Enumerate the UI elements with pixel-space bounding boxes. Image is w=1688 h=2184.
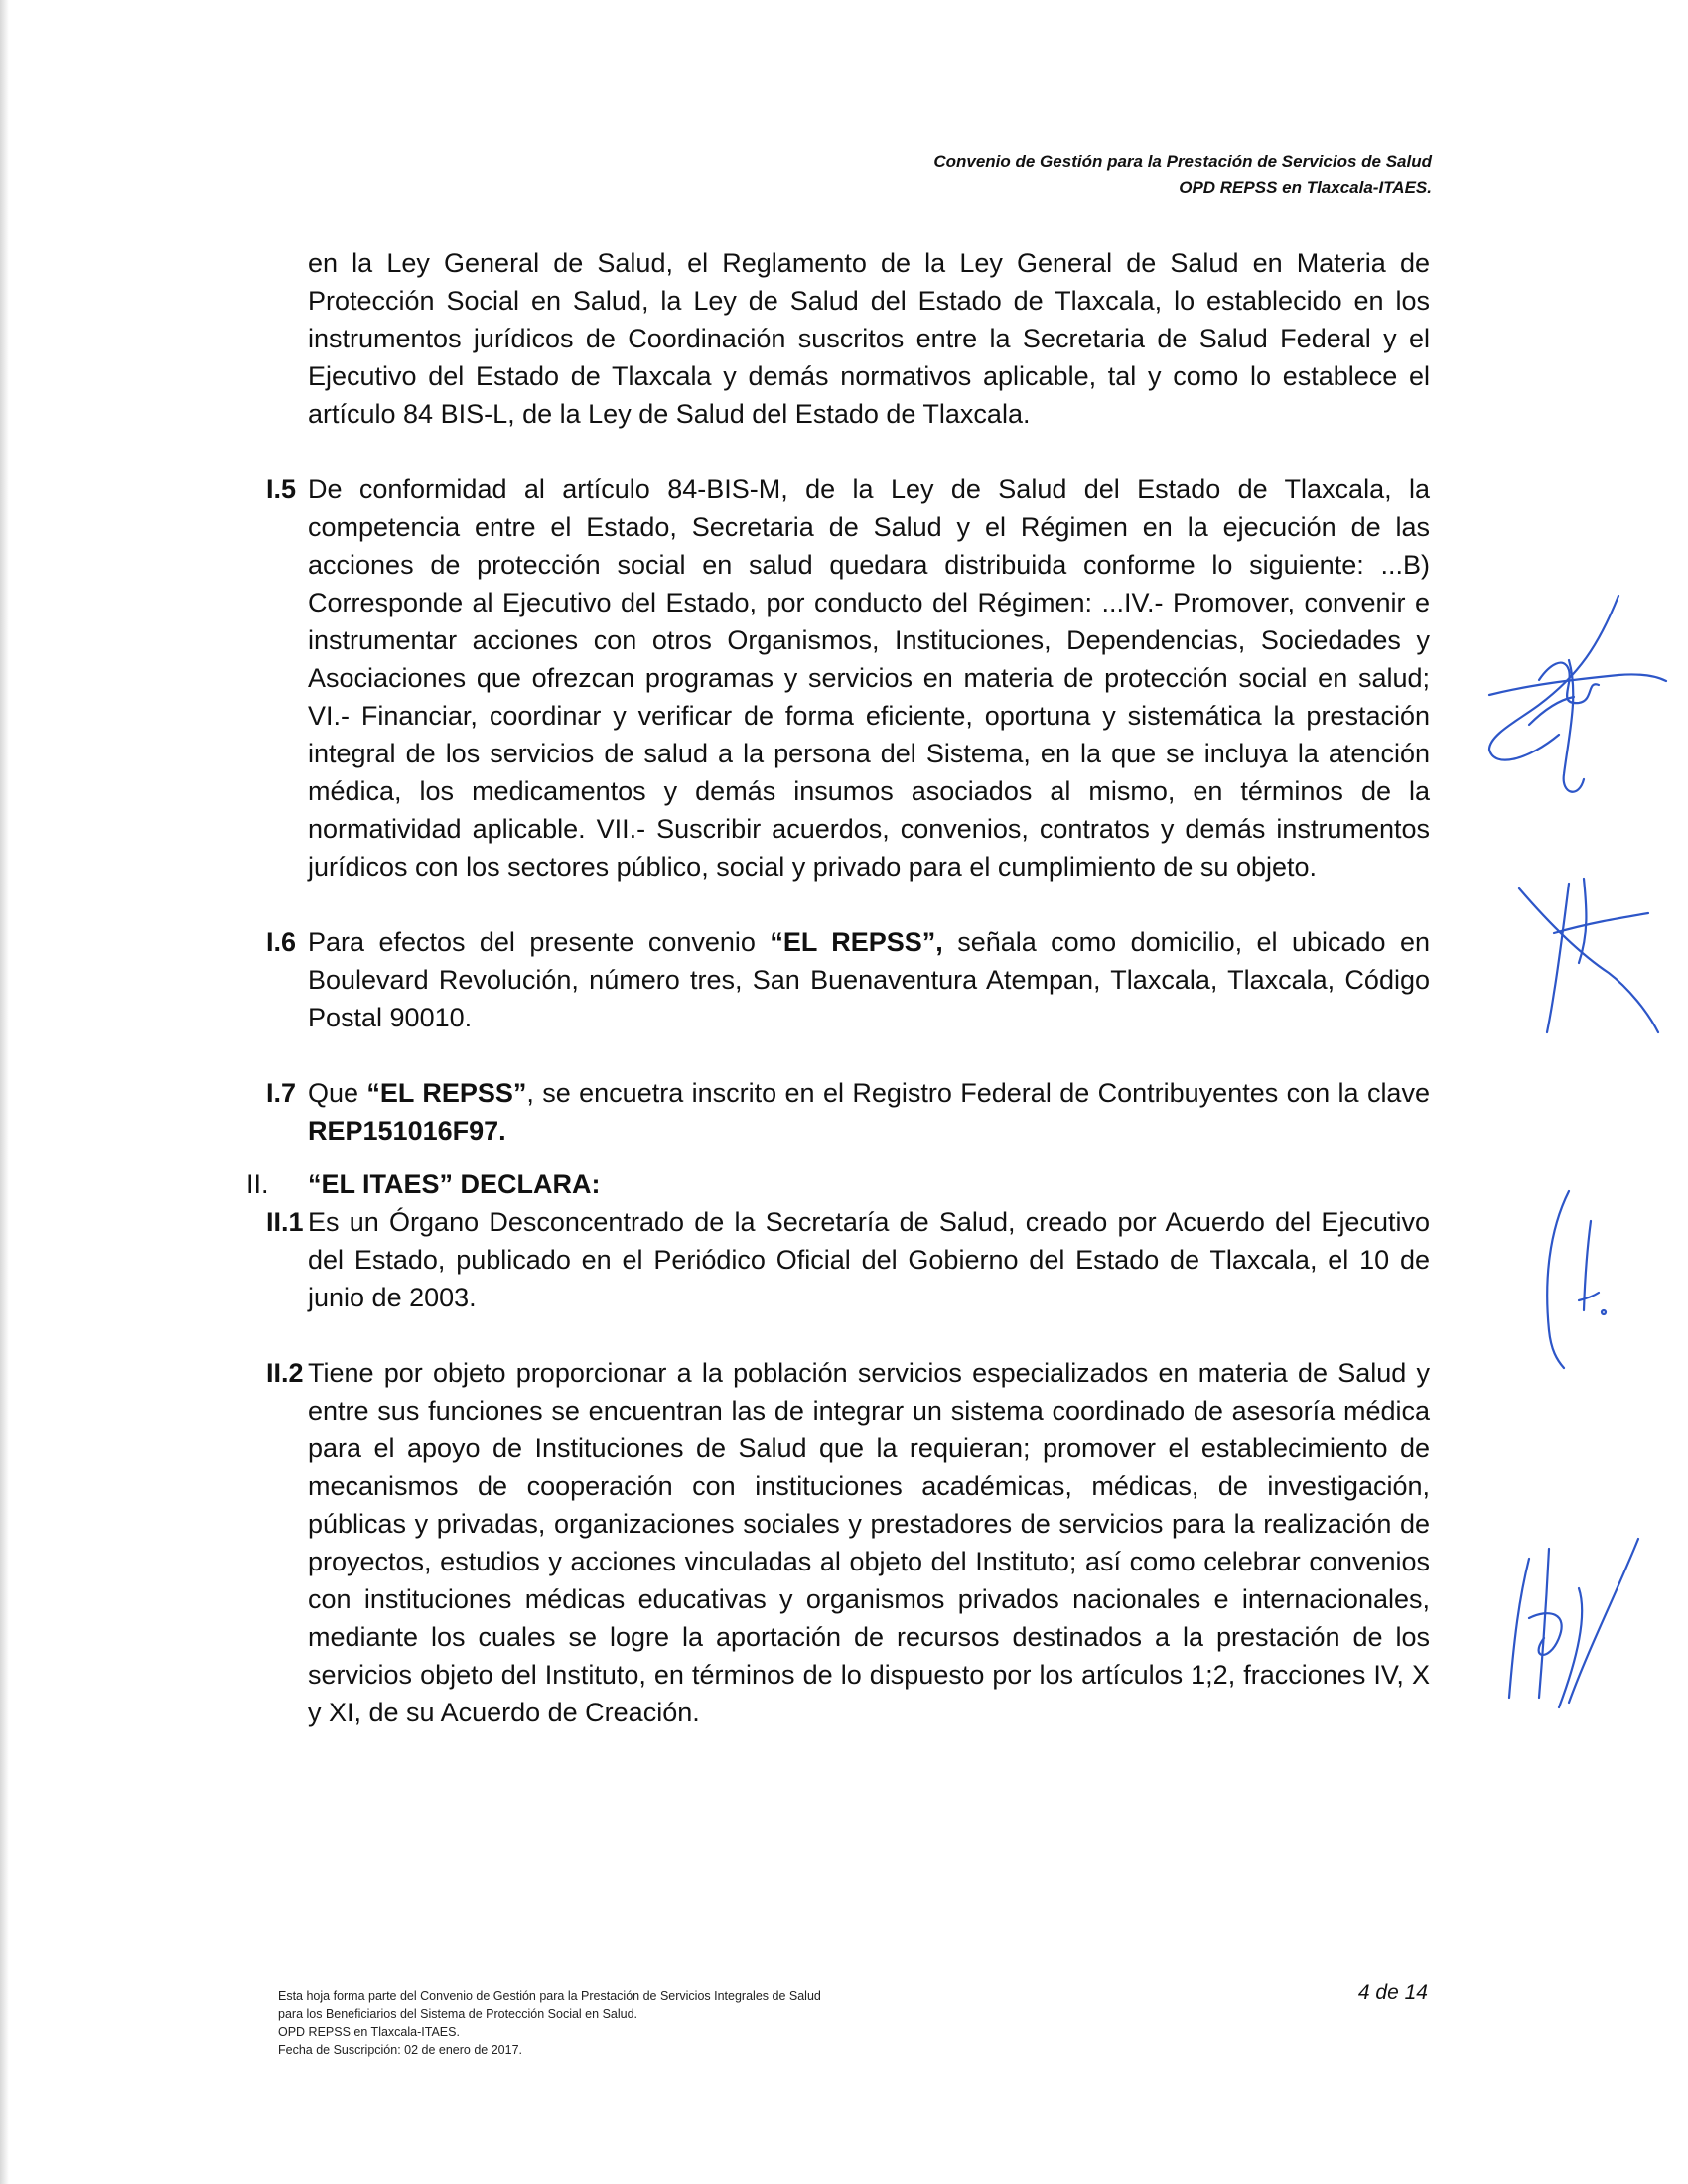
signature-initials-2 bbox=[1509, 874, 1668, 1042]
footer-line: OPD REPSS en Tlaxcala-ITAES. bbox=[278, 2025, 460, 2039]
clause-ii1 bbox=[266, 1203, 1430, 1316]
footer-line: Fecha de Suscripción: 02 de enero de 2017. bbox=[278, 2043, 523, 2057]
clause-i6 bbox=[266, 923, 1430, 1036]
signature-initials-1 bbox=[1470, 586, 1668, 814]
clause-text: Para efectos del presente convenio bbox=[308, 927, 771, 957]
clause-text: Que bbox=[308, 1078, 367, 1108]
document-footer bbox=[278, 1987, 821, 2059]
document-header bbox=[933, 149, 1432, 201]
signature-initials-3 bbox=[1529, 1181, 1628, 1380]
clause-text: De conformidad al artículo 84-BIS-M, de la Ley de Salud del Estado de Tlaxcala, la competencia entre el Estado, Secretaria de Salud y el Régimen en la ejecución de las acciones de protección social en salud quedara distribuida conforme lo siguiente: ...B) Corresponde al Ejecutivo del Estado, por conducto del Régimen: ...IV.- Promover, convenir e instrumentar acciones con otros Organismos, Instituciones, Dependencias, Sociedades y Asociaciones que ofrezcan programas y servicios en materia de protección social en salud; VI.- Financiar, coordinar y verificar de forma eficiente, oportuna y sistemática la prestación integral de los servicios de salud a la persona del Sistema, en la que se incluya la atención médica, los medicamentos y demás insumos asociados al mismo, en términos de la normatividad aplicable. VII.- Suscribir acuerdos, convenios, contratos y demás instrumentos jurídicos con los sectores público, social y privado para el cumplimiento de su objeto. bbox=[308, 475, 1430, 882]
signature-initials-4 bbox=[1489, 1529, 1648, 1717]
clause-i7 bbox=[266, 1074, 1430, 1150]
clause-number: I.6 bbox=[266, 927, 297, 957]
party-name: “EL REPSS”, bbox=[770, 927, 943, 957]
intro-paragraph: en la Ley General de Salud, el Reglamento de la Ley General de Salud en Materia de Protección Social en Salud, la Ley de Salud del Estado de Tlaxcala, lo establecido en los instrumentos jurídicos de Coordinación suscritos entre la Secretaria de Salud Federal y el Ejecutivo del Estado de Tlaxcala y demás normativos aplicable, tal y como lo establece el artículo 84 BIS-L, de la Ley de Salud del Estado de Tlaxcala. bbox=[308, 248, 1430, 429]
header-subtitle: OPD REPSS en Tlaxcala-ITAES. bbox=[1179, 178, 1432, 197]
scan-edge-shadow bbox=[0, 0, 9, 2184]
clause-text: Tiene por objeto proporcionar a la población servicios especializados en materia de Salud y entre sus funciones se encuentran las de integrar un sistema coordinado de asesoría médica para el apoyo de Instituciones de Salud que la requieran; promover el establecimiento de mecanismos de cooperación con instituciones académicas, médicas, de investigación, públicas y privadas, organizaciones sociales y prestadores de servicios para la realización de proyectos, estudios y acciones vinculadas al objeto del Instituto; así como celebrar convenios con instituciones médicas educativas y organismos privados nacionales e internacionales, mediante los cuales se logre la aportación de recursos destinados a la prestación de los servicios objeto del Instituto, en términos de lo dispuesto por los artículos 1;2, fracciones IV, X y XI, de su Acuerdo de Creación. bbox=[308, 1358, 1430, 1727]
clause-number: I.7 bbox=[266, 1078, 297, 1108]
rfc-key: REP151016F97. bbox=[308, 1116, 506, 1146]
clause-text: Es un Órgano Desconcentrado de la Secretaría de Salud, creado por Acuerdo del Ejecutivo del Estado, publicado en el Periódico Oficial del Gobierno del Estado de Tlaxcala, el 10 de junio de 2003. bbox=[308, 1207, 1430, 1312]
clause-ii2 bbox=[266, 1354, 1430, 1731]
section-roman: II. bbox=[246, 1169, 269, 1199]
footer-line: Esta hoja forma parte del Convenio de Gestión para la Prestación de Servicios Integrales de Salud bbox=[278, 1989, 821, 2003]
party-name: “EL REPSS” bbox=[366, 1078, 527, 1108]
section-title: “EL ITAES” DECLARA: bbox=[308, 1169, 601, 1199]
clause-text: señala como domicilio, el ubicado en Boulevard Revolución, número tres, San Buenaventura Atempan, Tlaxcala, Tlaxcala, Código Postal 90010. bbox=[308, 927, 1430, 1032]
section-ii-heading bbox=[246, 1165, 1430, 1203]
document-body bbox=[246, 244, 1430, 1731]
clause-i5 bbox=[266, 471, 1430, 886]
clause-text: , se encuetra inscrito en el Registro Federal de Contribuyentes con la clave bbox=[526, 1078, 1430, 1108]
footer-line: para los Beneficiarios del Sistema de Protección Social en Salud. bbox=[278, 2007, 638, 2021]
clause-number: II.2 bbox=[266, 1358, 304, 1388]
page-number: 4 de 14 bbox=[1357, 1981, 1428, 2004]
clause-number: I.5 bbox=[266, 475, 297, 504]
clause-number: II.1 bbox=[266, 1207, 304, 1237]
header-title: Convenio de Gestión para la Prestación de Servicios de Salud bbox=[933, 152, 1432, 171]
